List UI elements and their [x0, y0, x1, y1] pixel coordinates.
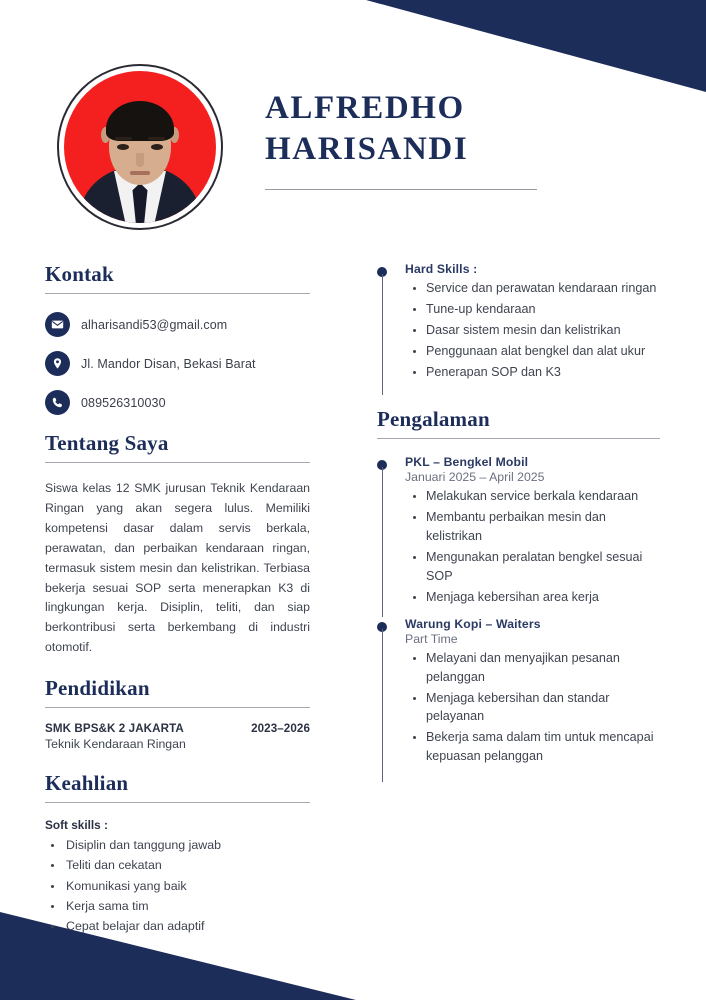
name-block [265, 88, 537, 190]
resume-header [0, 58, 706, 236]
list-item: • Service dan perawatan kendaraan ringan [426, 279, 660, 298]
list-item: • Dasar sistem mesin dan kelistrikan [426, 321, 660, 340]
envelope-icon [45, 312, 70, 337]
timeline-line [382, 274, 383, 395]
education-years: 2023–2026 [251, 722, 310, 736]
experience-role: PKL – Bengkel Mobil [405, 455, 529, 470]
avatar [57, 64, 223, 230]
list-item: • Menjaga kebersihan area kerja [426, 588, 660, 607]
list-item: • Kerja sama tim [64, 897, 310, 916]
contact-email-text: alharisandi53@gmail.com [81, 317, 228, 332]
list-item: • Melayani dan menyajikan pesanan pelanggan [426, 649, 660, 687]
list-item: • Tune-up kendaraan [426, 300, 660, 319]
section-pendidikan [45, 676, 310, 751]
list-item: • Teliti dan cekatan [64, 856, 310, 875]
soft-skills-label: Soft skills : [45, 818, 108, 833]
portrait-brow-left [115, 137, 132, 140]
section-keahlian [45, 771, 310, 936]
hard-skills-block [377, 262, 660, 395]
contact-address-text: Jl. Mandor Disan, Bekasi Barat [81, 356, 256, 371]
hard-skills-list [405, 279, 660, 381]
list-item: • Penggunaan alat bengkel dan alat ukur [426, 342, 660, 361]
soft-skills-list [45, 836, 310, 936]
list-item: • Penerapan SOP dan K3 [426, 363, 660, 382]
experience-period: Januari 2025 – April 2025 [405, 470, 545, 485]
list-item: • Membantu perbaikan mesin dan kelistrikan [426, 508, 660, 546]
list-item: • Disiplin dan tanggung jawab [64, 836, 310, 855]
list-item: • Mengunakan peralatan bengkel sesuai SOP [426, 548, 660, 586]
portrait-mouth [130, 171, 150, 175]
portrait-hair [106, 101, 174, 141]
experience-list [377, 455, 660, 782]
section-divider-kontak [45, 293, 310, 294]
section-title-keahlian: Keahlian [45, 771, 129, 796]
name-divider [265, 189, 537, 190]
experience-duties-list [405, 649, 660, 766]
left-column [45, 262, 310, 937]
portrait-brow-right [148, 137, 165, 140]
section-title-tentang-saya: Tentang Saya [45, 431, 169, 455]
section-divider-pengalaman [377, 438, 660, 439]
portrait-eye-left [117, 144, 129, 150]
section-pengalaman [377, 407, 660, 782]
contact-phone-text: 089526310030 [81, 395, 166, 410]
education-major: Teknik Kendaraan Ringan [45, 737, 186, 752]
hard-skills-label: Hard Skills : [405, 262, 478, 276]
contact-item-email[interactable] [45, 312, 310, 337]
experience-item [377, 617, 660, 782]
experience-period: Part Time [405, 631, 458, 646]
contact-item-address[interactable] [45, 351, 310, 376]
timeline-line [382, 629, 383, 782]
experience-role: Warung Kopi – Waiters [405, 616, 541, 631]
section-divider-pendidikan [45, 707, 310, 708]
location-pin-icon [45, 351, 70, 376]
portrait-nose [136, 153, 144, 167]
education-entry [45, 722, 310, 751]
experience-duties-list [405, 487, 660, 606]
right-column [377, 262, 660, 782]
profile-photo [64, 71, 216, 223]
about-paragraph: Siswa kelas 12 SMK jurusan Teknik Kendaraan Ringan yang akan segera lulus. Memiliki kompetensi dasar dalam servis berkala, perawatan, dan perbaikan kendaraan ringan, termasuk sistem mesin dan kelistrikan. Terbiasa bekerja sesuai SOP serta menerapkan K3 di lingkungan kerja. Disiplin, teliti, dan siap berkontribusi serta berkembang di industri otomotif. [45, 481, 310, 655]
phone-icon [45, 390, 70, 415]
section-title-kontak: Kontak [45, 262, 114, 286]
portrait-eye-right [151, 144, 163, 150]
education-entry-header [45, 722, 310, 735]
page-title-last-name: HARISANDI [265, 130, 469, 167]
experience-item [377, 455, 660, 616]
contact-list [45, 312, 310, 415]
list-item: • Bekerja sama dalam tim untuk mencapai kepuasan pelanggan [426, 728, 660, 766]
list-item: • Menjaga kebersihan dan standar pelayanan [426, 689, 660, 727]
timeline-line [382, 467, 383, 616]
list-item: • Komunikasi yang baik [64, 877, 310, 896]
contact-item-phone[interactable] [45, 390, 310, 415]
section-divider-keahlian [45, 802, 310, 803]
list-item: • Cepat belajar dan adaptif [64, 917, 310, 936]
section-kontak [45, 262, 310, 415]
section-title-pengalaman: Pengalaman [377, 407, 490, 432]
education-school-name: SMK BPS&K 2 JAKARTA [45, 722, 184, 736]
section-divider-tentang-saya [45, 462, 310, 463]
section-tentang-saya [45, 431, 310, 658]
section-title-pendidikan: Pendidikan [45, 676, 150, 701]
list-item: • Melakukan service berkala kendaraan [426, 487, 660, 506]
page-title-first-name: ALFREDHO [265, 90, 465, 126]
